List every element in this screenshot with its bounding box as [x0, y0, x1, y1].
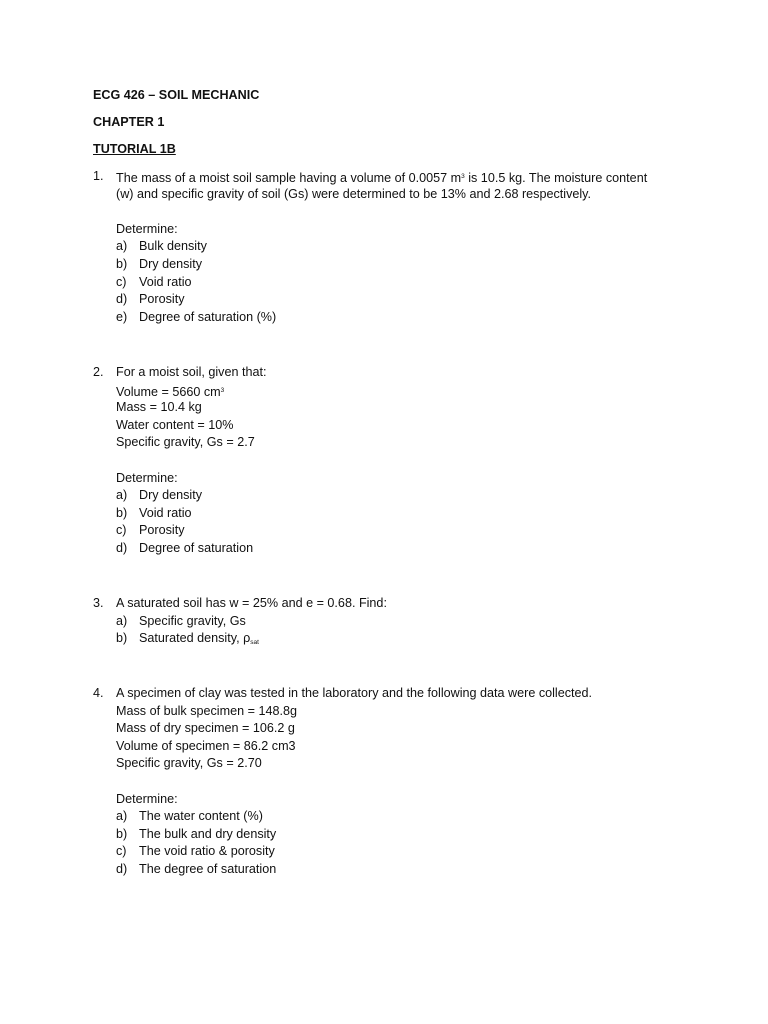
q1-item-b: b) Dry density — [116, 256, 202, 271]
q1-number: 1. — [93, 169, 104, 183]
q1-determine: Determine: — [116, 221, 178, 236]
q2-item-c: c) Porosity — [116, 523, 185, 538]
q4-intro: A specimen of clay was tested in the laboratory and the following data were collected. — [116, 686, 593, 700]
q1-item-c: c) Void ratio — [116, 274, 192, 289]
q2-item-a: a) Dry density — [116, 488, 202, 503]
q1-item-d: d) Porosity — [116, 292, 185, 307]
q1-line-2: (w) and specific gravity of soil (Gs) were determined to be 13% and 2.68 respectively. — [116, 186, 592, 201]
question-4 — [116, 685, 592, 879]
q4-item-a: a) The water content (%) — [116, 809, 263, 824]
question-3 — [116, 595, 387, 648]
q2-item-b: b) Void ratio — [116, 505, 192, 520]
superscript-3: 3 — [220, 386, 225, 394]
q1-item-a: a) Bulk density — [116, 239, 207, 254]
q2-item-d: d) Degree of saturation — [116, 540, 254, 555]
q1-item-e: e) Degree of saturation (%) — [116, 309, 277, 324]
q2-determine: Determine: — [116, 470, 178, 485]
q2-mass: Mass = 10.4 kg — [116, 400, 202, 415]
q4-determine: Determine: — [116, 791, 178, 806]
q1-line-1: The mass of a moist soil sample having a volume of 0.0057 $m^3$ is 10.5 kg. The moisture content — [116, 171, 648, 185]
q3-number: 3. — [93, 596, 104, 610]
chapter-heading: CHAPTER 1 — [93, 115, 165, 129]
q4-item-b: b) The bulk and dry density — [116, 826, 277, 841]
q2-water-content: Water content = 10% — [116, 417, 234, 432]
q4-item-c: c) The void ratio & porosity — [116, 844, 275, 859]
subscript-sat: sat — [250, 639, 259, 647]
q2-specific-gravity: Specific gravity, Gs = 2.7 — [116, 435, 255, 450]
q4-specific-gravity: Specific gravity, Gs = 2.70 — [116, 756, 262, 771]
q2-intro: For a moist soil, given that: — [116, 365, 267, 379]
superscript-3: 3 — [461, 173, 465, 180]
q2-volume: Volume = 5660 $cm^3$ — [116, 384, 225, 399]
question-1 — [116, 168, 647, 326]
q3-intro: A saturated soil has w = 25% and e = 0.68. Find: — [116, 596, 387, 610]
q2-number: 2. — [93, 365, 104, 379]
q4-dry-mass: Mass of dry specimen = 106.2 g — [116, 721, 295, 736]
q3-item-b: b) Saturated density, $\rho_{sat}$ — [116, 631, 259, 647]
q4-volume: Volume of specimen = 86.2 cm3 — [116, 738, 296, 753]
q4-bulk-mass: Mass of bulk specimen = 148.8g — [116, 703, 297, 718]
tutorial-heading: TUTORIAL 1B — [93, 142, 176, 156]
question-2 — [116, 364, 267, 558]
q4-item-d: d) The degree of saturation — [116, 861, 277, 876]
q3-item-a: a) Specific gravity, Gs — [116, 613, 246, 628]
course-title: ECG 426 – SOIL MECHANIC — [93, 88, 260, 102]
q4-number: 4. — [93, 686, 104, 700]
